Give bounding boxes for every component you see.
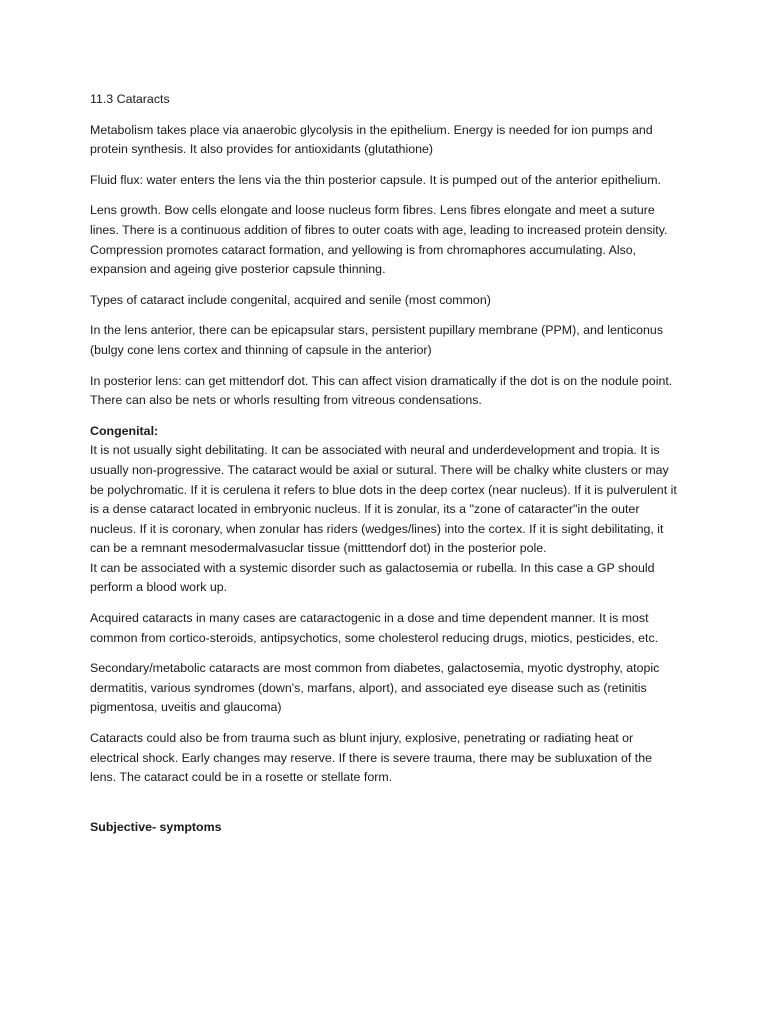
paragraph-lens-growth: Lens growth. Bow cells elongate and loose nucleus form fibres. Lens fibres elongate and meet a suture lines. There is a continuous addition of fibres to outer coats with age, leading to increased protein density. Compression promotes cataract formation, and yellowing is from chromaphores accumulating. Also, expansion and ageing give posterior capsule thinning.	[90, 203, 668, 277]
paragraph-secondary: Secondary/metabolic cataracts are most common from diabetes, galactosemia, myotic dystrophy, atopic dermatitis, various syndromes (down's, marfans, alport), and associated eye disease such as (retinitis pigmentosa, uveitis and glaucoma)	[90, 661, 660, 715]
paragraph-posterior-lens: In posterior lens: can get mittendorf dot. This can affect vision dramatically if the dot is on the nodule point. There can also be nets or whorls resulting from vitreous condensations.	[90, 373, 673, 408]
document-page	[90, 90, 680, 848]
congenital-body: It is not usually sight debilitating. It can be associated with neural and underdevelopment and tropia. It is usually non-progressive. The cataract would be axial or sutural. There will be chalky white clusters or may be polychromatic. If it is cerulena it refers to blue dots in the deep cortex (near nucleus). If it is pulverulent it is a dense cataract located in embryonic nucleus. If it is zonular, its a "zone of cataracter"in the outer nucleus. If it is coronary, when zonular has riders (wedges/lines) into the cortex. If it is sight debilitating, it can be a remnant mesodermalvasuclar tissue (mitttendorf dot) in the posterior pole.	[90, 443, 677, 556]
paragraph-trauma: Cataracts could also be from trauma such as blunt injury, explosive, penetrating or radiating heat or electrical shock. Early changes may reserve. If there is severe trauma, there may be subluxation of the lens. The cataract could be in a rosette or stellate form.	[90, 731, 652, 785]
paragraph-acquired: Acquired cataracts in many cases are cataractogenic in a dose and time dependent manner. It is most common from cortico-steroids, antipsychotics, some cholesterol reducing drugs, miotics, pesticides, etc.	[90, 611, 659, 645]
paragraph-lens-anterior: In the lens anterior, there can be epicapsular stars, persistent pupillary membrane (PPM), and lenticonus (bulgy cone lens cortex and thinning of capsule in the anterior)	[90, 323, 664, 357]
paragraph-fluid-flux: Fluid flux: water enters the lens via the thin posterior capsule. It is pumped out of the anterior epithelium.	[90, 172, 661, 187]
congenital-systemic: It can be associated with a systemic disorder such as galactosemia or rubella. In this case a GP should perform a blood work up.	[90, 560, 655, 595]
congenital-section	[90, 422, 680, 598]
paragraph-metabolism: Metabolism takes place via anaerobic glycolysis in the epithelium. Energy is needed for ion pumps and protein synthesis. It also provides for antioxidants (glutathione)	[90, 122, 653, 157]
congenital-heading: Congenital:	[90, 423, 159, 438]
section-title: 11.3 Cataracts	[90, 92, 170, 106]
subjective-symptoms-heading: Subjective- symptoms	[90, 819, 222, 834]
paragraph-types: Types of cataract include congenital, acquired and senile (most common)	[90, 292, 491, 307]
